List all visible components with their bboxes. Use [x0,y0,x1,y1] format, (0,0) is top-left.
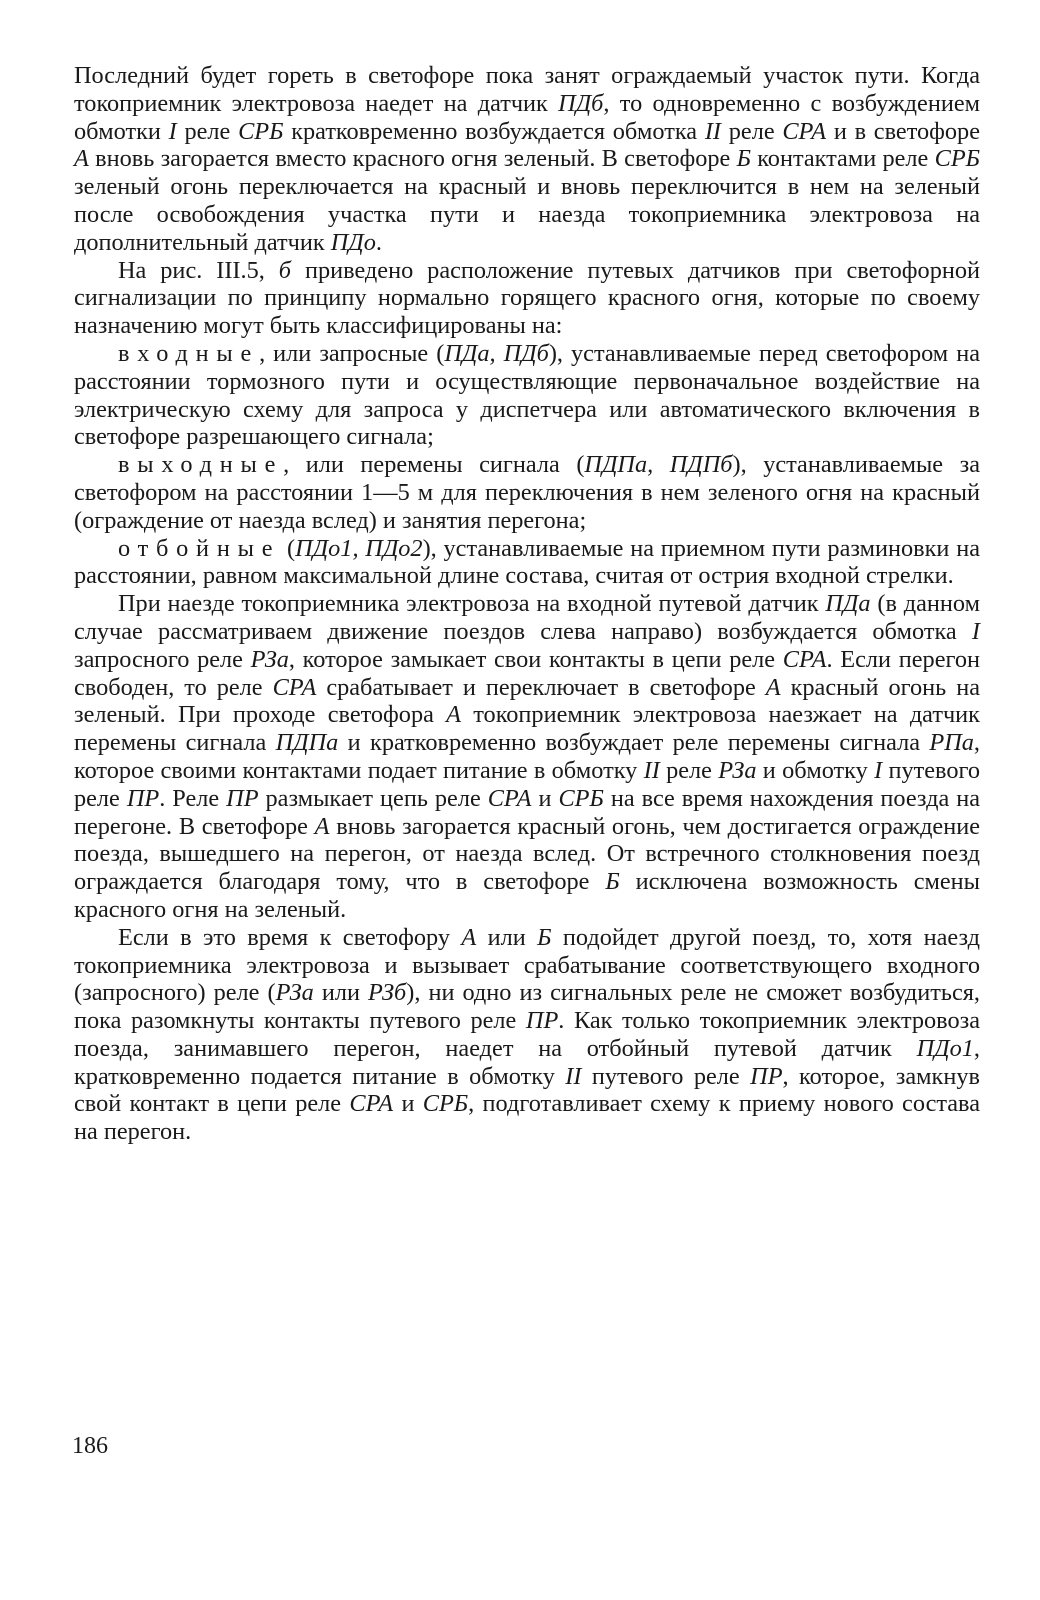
text-run: ), ни одно из сигнальных реле не сможет возбудиться, пока разомкнуты контакты путевого реле [74,979,980,1035]
text-run: , или запросные ( [259,339,445,367]
text-run: При наезде токоприемника электровоза на входной путевой датчик [118,590,826,618]
italic-term: А [765,673,781,701]
text-run: или [476,923,538,951]
italic-term: А [446,701,461,729]
paragraph-7 [74,924,980,1146]
italic-term: РЗа [275,979,314,1007]
paragraph-5 [74,535,980,591]
italic-term: ПДПа, ПДПб [584,451,733,479]
text-run: токоприемник электровоза наезжает на датчик перемены сигнала [74,701,980,757]
paragraph-3 [74,340,980,451]
italic-term: РЗб [367,979,407,1007]
text-run: кратковременно возбуждается обмотка [283,117,705,145]
text-run: реле [721,117,783,145]
text-run: контактами реле [750,145,935,173]
italic-term: ПР [525,1007,559,1035]
italic-term: II [704,117,722,145]
italic-term: Б [605,868,620,896]
text-run: . Реле [159,784,227,812]
text-run: подойдет другой поезд, то, хотя наезд токоприемника электровоза и вызывает срабатывание соответствующего входного (запросного) реле ( [74,923,980,1007]
italic-term: СРБ [558,784,604,812]
italic-term: ПДо1 [916,1034,974,1062]
italic-term: СРБ [934,145,981,173]
text-run: срабатывает и переключает в светофоре [316,673,766,701]
text-run: Последний будет гореть в светофоре пока занят ограждаемый участок пути. Когда токоприемник электровоза наедет на датчик [74,62,980,117]
text-run: ), устанавливаемые на приемном пути разминовки на расстоянии, равном максимальной длине состава, считая от острия входной стрелки. [74,534,980,590]
text-run: . Как только токоприемник электровоза поезда, занимавшего перегон, наедет на отбойный путевой датчик [74,1007,980,1062]
text-run: путевого реле [581,1062,751,1090]
italic-term: СРА [782,117,827,145]
italic-term: II [565,1062,582,1090]
text-run: вновь загорается красный огонь, чем достигается ограждение поезда, вышедшего на перегон, от наезда вслед. От встречного столкновения поезд ограждается благодаря тому, что в светофоре [74,812,981,896]
text-run: реле [659,756,719,784]
text-run: Если в это время к светофору [118,923,462,951]
spaced-term: входные [118,339,260,367]
text-run: красный огонь на зеленый. При проходе светофора [74,673,980,729]
italic-term: ПДб [558,89,604,117]
text-run: и в светофоре [826,117,980,145]
text-run: и кратковременно возбуждает реле перемены сигнала [338,729,930,757]
italic-term: II [643,756,660,784]
text-run: на все время нахождения поезда на перегоне. В светофоре [74,784,980,840]
italic-term: ПДо1, ПДо2 [295,534,423,562]
text-run: ( [280,534,296,562]
text-run: приведено расположение путевых датчиков при светофорной сигнализации по принципу нормально горящего красного огня, которые по своему назначению могут быть классифицированы на: [74,256,980,340]
italic-term: Б [736,145,751,173]
text-run: , то одновременно с возбуждением обмотки [74,89,980,145]
italic-term: ПР [750,1062,783,1090]
paragraph-4 [74,451,980,534]
italic-term: РПа [929,729,974,757]
italic-term: ПР [126,784,160,812]
paragraph-2 [74,257,980,340]
text-run: На рис. III.5, [118,256,279,284]
italic-term: СРА [782,645,827,673]
italic-term: ПДа [825,590,871,618]
italic-term: ПР [226,784,259,812]
text-run: зеленый огонь переключается на красный и вновь переключится в нем на зеленый после освобождения участка пути и наезда токоприемника электровоза на дополнительный датчик [74,173,980,256]
italic-term: Б [537,923,552,951]
italic-term: СРБ [238,117,284,145]
italic-term: ПДо [330,228,376,256]
paragraph-1 [74,62,980,257]
text-run: ), устанавливаемые перед светофором на расстоянии тормозного пути и осуществляющие первоначальное воздействие на электрическую схему для запроса у диспетчера или автоматического включения в светофоре разрешающего сигнала; [74,339,980,451]
italic-term: СРА [487,784,532,812]
text-run: путевого реле [74,756,981,812]
text-run: и обмотку [756,756,875,784]
paragraph-6 [74,590,980,924]
italic-term: СРА [349,1090,394,1118]
italic-term: А [314,812,330,840]
text-run: . [375,228,382,256]
italic-term: РЗа [718,756,757,784]
text-run: размыкает цепь реле [258,784,488,812]
text-run: запросного реле [74,645,251,673]
text-run: и [531,784,559,812]
italic-term: I [971,617,980,645]
spaced-term: отбойные [118,534,281,562]
italic-term: I [168,117,177,145]
page-number: 186 [72,1433,108,1459]
italic-term: СРБ [422,1090,469,1118]
text-run: и [393,1090,423,1118]
italic-term: I [874,756,883,784]
text-run: , кратковременно подается питание в обмотку [74,1034,980,1090]
italic-term: СРА [272,673,317,701]
text-run: вновь загорается вместо красного огня зеленый. В светофоре [88,145,737,173]
text-run: реле [176,117,239,145]
italic-term: б [278,256,292,284]
spaced-term: выходные [118,451,284,479]
text-run: , или перемены сигнала ( [283,451,585,479]
text-run: , которое замыкает свои контакты в цепи реле [288,645,783,673]
text-run: ), устанавливаемые за светофором на расстоянии 1—5 м для переключения в нем зеленого огня на красный (ограждение от наезда вслед) и занятия перегона; [74,451,980,534]
italic-term: А [74,145,89,173]
book-page [74,62,980,1146]
text-run: , подготавливает схему к приему нового состава на перегон. [74,1090,980,1146]
text-run: . Если перегон свободен, то реле [74,645,980,701]
italic-term: ПДПа [275,729,339,757]
italic-term: ПДа, ПДб [444,339,549,367]
italic-term: А [461,923,477,951]
text-run: исключена возможность смены красного огня на зеленый. [74,868,980,923]
text-run: , которое, замкнув свой контакт в цепи реле [74,1062,980,1118]
text-run: или [313,979,368,1007]
text-run: (в данном случае рассматриваем движение поездов слева направо) возбуждается обмотка [74,590,980,645]
italic-term: РЗа [250,645,289,673]
text-run: , которое своими контактами подает питание в обмотку [74,729,980,784]
